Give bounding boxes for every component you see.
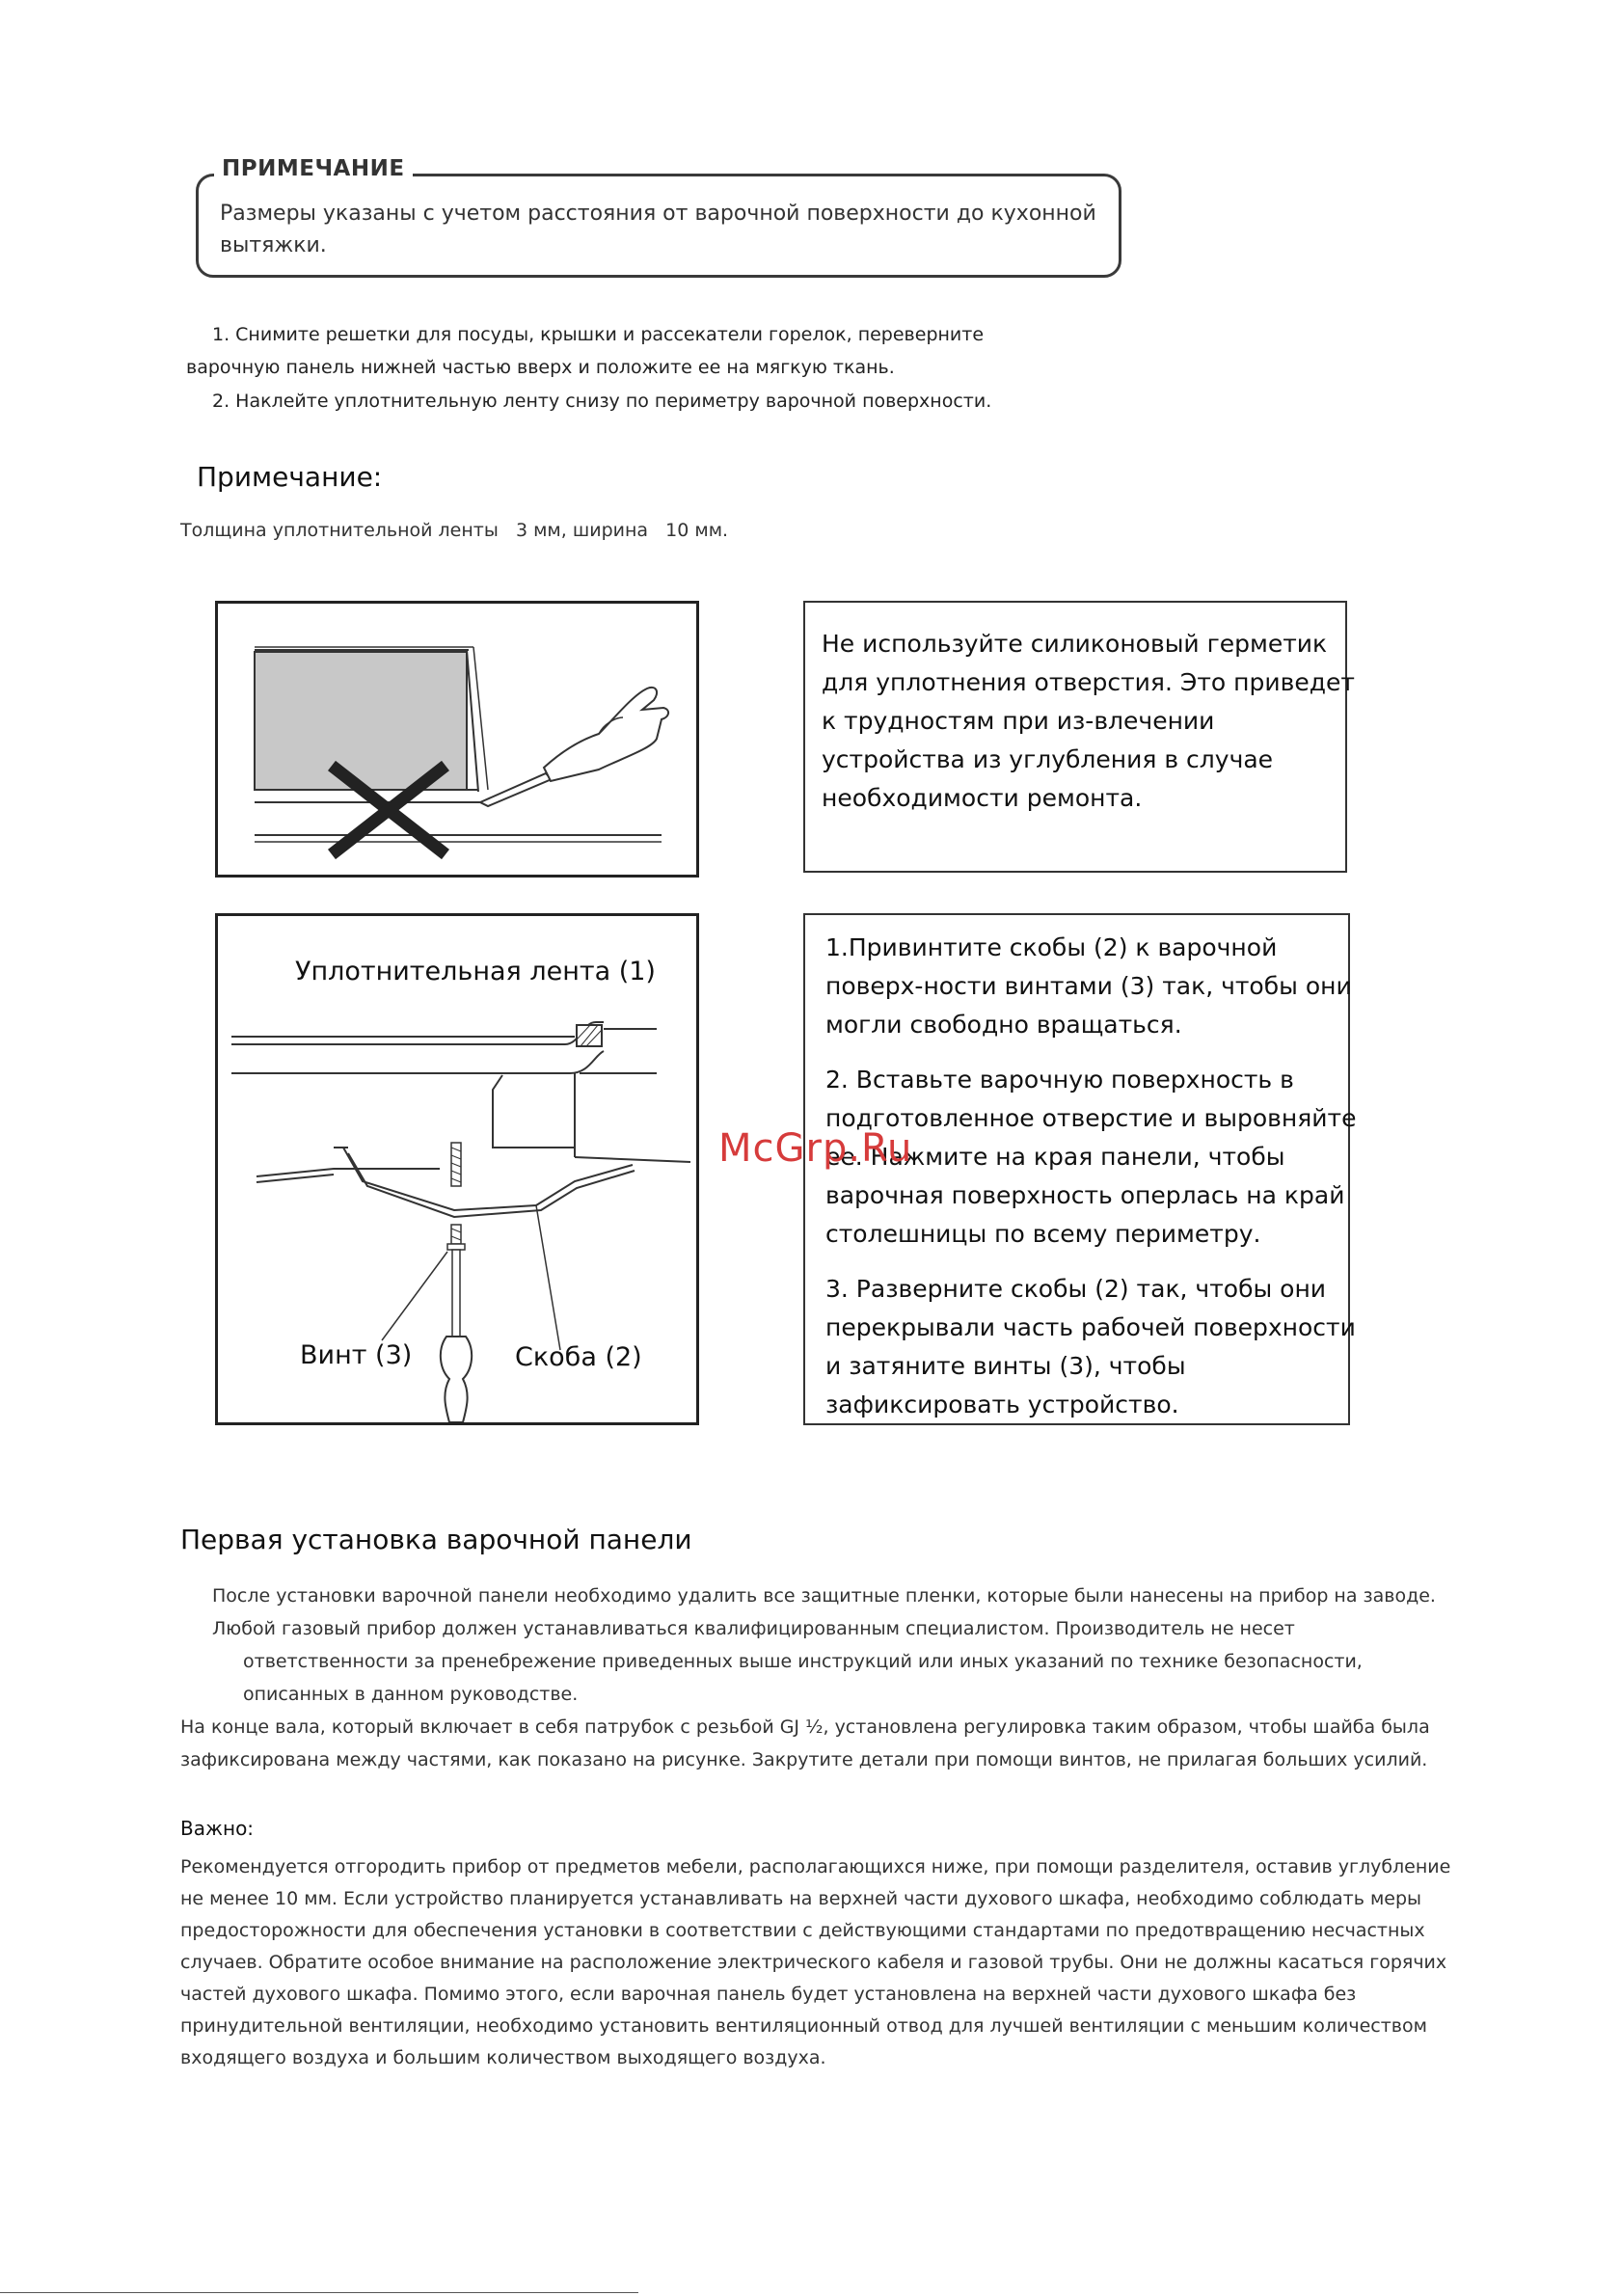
- first-install-heading: Первая установка варочной панели: [180, 1524, 692, 1555]
- silicone-line-5: необходимости ремонта.: [822, 784, 1143, 812]
- steps-p2-line-4: варочная поверхность оперлась на край: [825, 1181, 1345, 1209]
- important-line-7: входящего воздуха и большим количеством выходящего воздуха.: [180, 2047, 826, 2068]
- steps-p3-line-1: 3. Разверните скобы (2) так, чтобы они: [825, 1275, 1327, 1303]
- steps-p3-line-4: зафиксировать устройство.: [825, 1391, 1179, 1418]
- footer-rule: [0, 2292, 638, 2293]
- first-install-line-4: описанных в данном руководстве.: [243, 1684, 579, 1705]
- watermark: McGrp.Ru: [718, 1126, 913, 1171]
- silicone-line-3: к трудностям при из-влечении: [822, 707, 1215, 735]
- step-1-line-1: 1. Снимите решетки для посуды, крышки и рассекатели горелок, переверните: [212, 324, 985, 345]
- first-install-line-1: После установки варочной панели необходимо удалить все защитные пленки, которые были нанесены на прибор на заводе.: [212, 1585, 1436, 1607]
- important-line-2: не менее 10 мм. Если устройство планируется устанавливать на верхней части духового шкафа, необходимо соблюдать меры: [180, 1888, 1422, 1909]
- label-sealing-tape: Уплотнительная лента (1): [295, 957, 656, 986]
- important-line-3: предосторожности для обеспечения установки в соответствии с действующими стандартами по предотвращению несчастных: [180, 1920, 1425, 1941]
- label-screw: Винт (3): [300, 1340, 413, 1370]
- steps-p2-line-5: столешницы по всему периметру.: [825, 1220, 1261, 1248]
- first-install-line-6: зафиксирована между частями, как показано на рисунке. Закрутите детали при помощи винтов, не прилагая больших усилий.: [180, 1749, 1428, 1770]
- steps-p1-line-1: 1.Привинтите скобы (2) к варочной: [825, 933, 1278, 961]
- no-silicone-illustration: [218, 604, 696, 875]
- important-line-6: принудительной вентиляции, необходимо установить вентиляционный отвод для лучшей вентиляции с меньшим количеством: [180, 2015, 1427, 2037]
- first-install-line-5: На конце вала, который включает в себя патрубок с резьбой GJ ½, установлена регулировка таким образом, чтобы шайба была: [180, 1716, 1430, 1738]
- important-line-4: случаев. Обратите особое внимание на расположение электрического кабеля и газовой трубы. Они не должны касаться горячих: [180, 1952, 1447, 1973]
- note-title: ПРИМЕЧАНИЕ: [214, 156, 413, 181]
- silicone-line-4: устройства из углубления в случае: [822, 745, 1274, 773]
- steps-p2-line-1: 2. Вставьте варочную поверхность в: [825, 1066, 1294, 1094]
- silicone-line-1: Не используйте силиконовый герметик: [822, 630, 1328, 658]
- label-bracket: Скоба (2): [515, 1342, 642, 1372]
- steps-p1-line-3: могли свободно вращаться.: [825, 1011, 1182, 1039]
- step-1-line-2: варочную панель нижней частью вверх и положите ее на мягкую ткань.: [186, 357, 895, 378]
- silicone-warning-box: [803, 601, 1355, 873]
- diagram-no-silicone: [215, 601, 699, 878]
- note2-heading: Примечание:: [197, 461, 383, 493]
- step-2: 2. Наклейте уплотнительную ленту снизу по периметру варочной поверхности.: [212, 391, 992, 412]
- important-line-5: частей духового шкафа. Помимо этого, если варочная панель будет установлена на верхней части духового шкафа без: [180, 1984, 1357, 2005]
- silicone-line-2: для уплотнения отверстия. Это приведет: [822, 668, 1355, 696]
- steps-p2-line-2: подготовленное отверстие и выровняйте: [825, 1104, 1357, 1132]
- note2-text: Толщина уплотнительной ленты 3 мм, ширина 10 мм.: [180, 520, 729, 541]
- important-heading: Важно:: [180, 1817, 255, 1840]
- important-line-1: Рекомендуется отгородить прибор от предметов мебели, располагающихся ниже, при помощи разделителя, оставив углубление: [180, 1856, 1451, 1877]
- first-install-line-3: ответственности за пренебрежение приведенных выше инструкций или иных указаний по технике безопасности,: [243, 1651, 1363, 1672]
- diagram-bracket-mount: [215, 913, 699, 1425]
- steps-p1-line-2: поверх-ности винтами (3) так, чтобы они: [825, 972, 1352, 1000]
- steps-p3-line-2: перекрывали часть рабочей поверхности: [825, 1313, 1356, 1341]
- steps-p3-line-3: и затяните винты (3), чтобы: [825, 1352, 1186, 1380]
- steps-p2-line-3: ее. Нажмите на края панели, чтобы: [825, 1143, 1285, 1171]
- note-text: Размеры указаны с учетом расстояния от варочной поверхности до кухонной вытяжки.: [220, 202, 1096, 257]
- first-install-line-2: Любой газовый прибор должен устанавливаться квалифицированным специалистом. Производитель не несет: [212, 1618, 1295, 1639]
